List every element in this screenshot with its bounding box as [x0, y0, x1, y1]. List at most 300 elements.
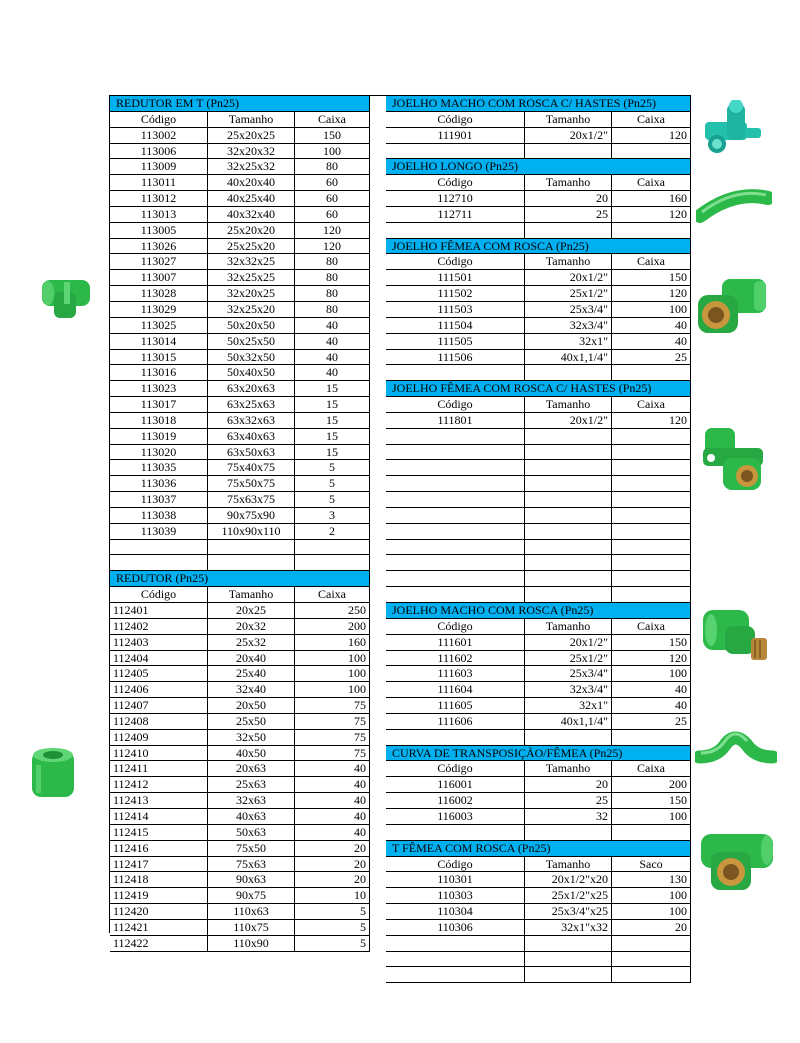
section-title	[386, 96, 691, 112]
codigo-cell: 112420	[110, 904, 208, 919]
table-row	[386, 270, 691, 286]
tamanho-cell: 50x20x50	[208, 318, 295, 333]
tamanho-cell: 32x25x32	[208, 159, 295, 174]
empty-cell	[525, 587, 612, 602]
tamanho-cell: 40x32x40	[208, 207, 295, 222]
empty-cell	[386, 730, 525, 745]
header-quantidade: Caixa	[295, 112, 370, 127]
empty-cell	[525, 730, 612, 745]
section-title-text: T FÊMEA COM ROSCA (Pn25)	[392, 840, 551, 855]
codigo-cell: 111505	[386, 334, 525, 349]
section-title	[386, 841, 691, 857]
tamanho-cell: 25x40	[208, 666, 295, 681]
codigo-cell: 111503	[386, 302, 525, 317]
header-quantidade: Caixa	[295, 587, 370, 602]
empty-row	[386, 730, 691, 746]
section-title-text: REDUTOR (Pn25)	[116, 571, 209, 586]
header-codigo: Código	[110, 587, 208, 602]
quantidade-cell: 40	[612, 318, 691, 333]
empty-cell	[386, 587, 525, 602]
table-row	[110, 619, 370, 635]
codigo-cell: 112417	[110, 857, 208, 872]
table-row	[110, 128, 370, 144]
quantidade-cell: 5	[295, 904, 370, 919]
empty-row	[386, 492, 691, 508]
empty-cell	[525, 936, 612, 951]
empty-cell	[386, 952, 525, 967]
tamanho-cell: 25x1/2"	[525, 286, 612, 301]
empty-cell	[612, 730, 691, 745]
table-row	[110, 207, 370, 223]
column-header-row	[386, 857, 691, 873]
table-row	[386, 334, 691, 350]
codigo-cell: 113025	[110, 318, 208, 333]
quantidade-cell: 100	[612, 888, 691, 903]
tamanho-cell: 50x32x50	[208, 350, 295, 365]
empty-cell	[612, 825, 691, 840]
codigo-cell: 112412	[110, 777, 208, 792]
empty-cell	[612, 508, 691, 523]
section-title-text: JOELHO MACHO COM ROSCA C/ HASTES (Pn25)	[392, 96, 657, 110]
column-header-row	[386, 254, 691, 270]
empty-cell	[208, 540, 295, 555]
quantidade-cell: 20	[295, 872, 370, 887]
header-tamanho: Tamanho	[525, 397, 612, 412]
tamanho-cell: 40x1,1/4"	[525, 714, 612, 729]
header-codigo: Código	[386, 857, 525, 872]
codigo-cell: 113012	[110, 191, 208, 206]
table-row	[110, 223, 370, 239]
quantidade-cell: 40	[295, 809, 370, 824]
codigo-cell: 113037	[110, 492, 208, 507]
codigo-cell: 112410	[110, 746, 208, 761]
codigo-cell: 111502	[386, 286, 525, 301]
tamanho-cell: 32x3/4"	[525, 682, 612, 697]
quantidade-cell: 100	[612, 809, 691, 824]
empty-cell	[612, 587, 691, 602]
joelho-macho-rosca-icon	[697, 604, 773, 666]
empty-cell	[386, 825, 525, 840]
empty-row	[386, 365, 691, 381]
codigo-cell: 112402	[110, 619, 208, 634]
header-codigo: Código	[110, 112, 208, 127]
section-title	[110, 571, 370, 587]
header-quantidade: Caixa	[612, 619, 691, 634]
codigo-cell: 112401	[110, 603, 208, 618]
quantidade-cell: 15	[295, 381, 370, 396]
table-row	[110, 682, 370, 698]
codigo-cell: 112711	[386, 207, 525, 222]
tamanho-cell: 63x20x63	[208, 381, 295, 396]
table-row	[386, 302, 691, 318]
table-row	[386, 350, 691, 366]
quantidade-cell: 60	[295, 191, 370, 206]
quantidade-cell: 250	[295, 603, 370, 618]
tamanho-cell: 32x32x25	[208, 254, 295, 269]
quantidade-cell: 80	[295, 286, 370, 301]
quantidade-cell: 100	[612, 302, 691, 317]
table-row	[110, 666, 370, 682]
codigo-cell: 116002	[386, 793, 525, 808]
codigo-cell: 112422	[110, 936, 208, 951]
codigo-cell: 113017	[110, 397, 208, 412]
tamanho-cell: 25x1/2"x25	[525, 888, 612, 903]
table-row	[110, 254, 370, 270]
empty-cell	[612, 555, 691, 570]
header-codigo: Código	[386, 397, 525, 412]
table-row	[386, 714, 691, 730]
quantidade-cell: 130	[612, 872, 691, 887]
codigo-cell: 113020	[110, 445, 208, 460]
quantidade-cell: 100	[295, 651, 370, 666]
section-title-text: JOELHO FÊMEA COM ROSCA (Pn25)	[392, 238, 589, 253]
empty-cell	[525, 365, 612, 380]
table-row	[386, 413, 691, 429]
codigo-cell: 111602	[386, 651, 525, 666]
codigo-cell: 113006	[110, 144, 208, 159]
column-gap	[370, 96, 386, 933]
empty-cell	[386, 492, 525, 507]
tamanho-cell: 32x50	[208, 730, 295, 745]
table-row	[386, 777, 691, 793]
empty-cell	[386, 460, 525, 475]
empty-cell	[386, 936, 525, 951]
table-row	[386, 698, 691, 714]
empty-cell	[612, 476, 691, 491]
codigo-cell: 111501	[386, 270, 525, 285]
quantidade-cell: 60	[295, 207, 370, 222]
codigo-cell: 112415	[110, 825, 208, 840]
table-row	[386, 666, 691, 682]
empty-cell	[525, 144, 612, 159]
header-tamanho: Tamanho	[208, 587, 295, 602]
empty-cell	[612, 144, 691, 159]
header-quantidade: Saco	[612, 857, 691, 872]
quantidade-cell: 120	[612, 651, 691, 666]
table-row	[110, 397, 370, 413]
redutor-icon	[24, 745, 80, 801]
quantidade-cell: 150	[612, 635, 691, 650]
codigo-cell: 112413	[110, 793, 208, 808]
header-codigo: Código	[386, 761, 525, 776]
tamanho-cell: 40x63	[208, 809, 295, 824]
empty-row	[110, 540, 370, 556]
codigo-cell: 111506	[386, 350, 525, 365]
codigo-cell: 112419	[110, 888, 208, 903]
table-row	[110, 191, 370, 207]
codigo-cell: 112710	[386, 191, 525, 206]
quantidade-cell: 5	[295, 492, 370, 507]
table-row	[110, 524, 370, 540]
codigo-cell: 113014	[110, 334, 208, 349]
price-table	[109, 95, 691, 950]
tamanho-cell: 20x1/2"	[525, 635, 612, 650]
header-tamanho: Tamanho	[525, 761, 612, 776]
table-row	[386, 809, 691, 825]
codigo-cell: 112409	[110, 730, 208, 745]
table-row	[386, 793, 691, 809]
tamanho-cell: 20x1/2"	[525, 128, 612, 143]
section-title	[386, 239, 691, 255]
left-column	[110, 96, 370, 952]
table-row	[110, 714, 370, 730]
empty-row	[386, 223, 691, 239]
empty-cell	[612, 223, 691, 238]
tamanho-cell: 90x75	[208, 888, 295, 903]
quantidade-cell: 3	[295, 508, 370, 523]
quantidade-cell: 20	[295, 841, 370, 856]
codigo-cell: 111605	[386, 698, 525, 713]
quantidade-cell: 40	[612, 682, 691, 697]
table-row	[386, 635, 691, 651]
tamanho-cell: 32x1"	[525, 698, 612, 713]
empty-cell	[110, 540, 208, 555]
codigo-cell: 116003	[386, 809, 525, 824]
codigo-cell: 113038	[110, 508, 208, 523]
empty-cell	[525, 524, 612, 539]
quantidade-cell: 150	[612, 793, 691, 808]
section-title-text: JOELHO LONGO (Pn25)	[392, 159, 518, 174]
codigo-cell: 113028	[110, 286, 208, 301]
tamanho-cell: 50x40x50	[208, 365, 295, 380]
tamanho-cell: 20x1/2"	[525, 270, 612, 285]
header-quantidade: Caixa	[612, 254, 691, 269]
tamanho-cell: 32x63	[208, 793, 295, 808]
codigo-cell: 113036	[110, 476, 208, 491]
codigo-cell: 112414	[110, 809, 208, 824]
quantidade-cell: 200	[612, 777, 691, 792]
empty-cell	[612, 429, 691, 444]
empty-cell	[525, 223, 612, 238]
table-row	[110, 429, 370, 445]
empty-cell	[525, 508, 612, 523]
empty-cell	[386, 429, 525, 444]
codigo-cell: 113023	[110, 381, 208, 396]
codigo-cell: 113013	[110, 207, 208, 222]
tamanho-cell: 20x1/2"x20	[525, 872, 612, 887]
empty-cell	[612, 952, 691, 967]
quantidade-cell: 120	[612, 207, 691, 222]
quantidade-cell: 15	[295, 397, 370, 412]
codigo-cell: 112404	[110, 651, 208, 666]
empty-cell	[612, 445, 691, 460]
empty-cell	[612, 460, 691, 475]
codigo-cell: 111504	[386, 318, 525, 333]
codigo-cell: 110303	[386, 888, 525, 903]
quantidade-cell: 40	[295, 777, 370, 792]
tamanho-cell: 25x1/2"	[525, 651, 612, 666]
empty-row	[386, 587, 691, 603]
tamanho-cell: 25x50	[208, 714, 295, 729]
codigo-cell: 111606	[386, 714, 525, 729]
empty-cell	[386, 223, 525, 238]
empty-cell	[612, 524, 691, 539]
quantidade-cell: 80	[295, 254, 370, 269]
table-row	[110, 761, 370, 777]
codigo-cell: 111601	[386, 635, 525, 650]
empty-cell	[525, 460, 612, 475]
column-header-row	[110, 112, 370, 128]
empty-cell	[612, 492, 691, 507]
empty-row	[386, 571, 691, 587]
column-header-row	[386, 761, 691, 777]
tamanho-cell: 20x32	[208, 619, 295, 634]
table-row	[110, 841, 370, 857]
codigo-cell: 113039	[110, 524, 208, 539]
t-femea-rosca-icon	[697, 828, 777, 894]
header-tamanho: Tamanho	[208, 112, 295, 127]
codigo-cell: 111801	[386, 413, 525, 428]
table-row	[386, 872, 691, 888]
quantidade-cell: 100	[612, 666, 691, 681]
table-row	[110, 318, 370, 334]
codigo-cell: 112408	[110, 714, 208, 729]
quantidade-cell: 100	[295, 666, 370, 681]
quantidade-cell: 2	[295, 524, 370, 539]
tamanho-cell: 32x20x32	[208, 144, 295, 159]
tamanho-cell: 75x50x75	[208, 476, 295, 491]
quantidade-cell: 80	[295, 159, 370, 174]
empty-cell	[525, 952, 612, 967]
empty-row	[386, 936, 691, 952]
codigo-cell: 113009	[110, 159, 208, 174]
table-row	[110, 888, 370, 904]
empty-row	[386, 429, 691, 445]
table-row	[110, 381, 370, 397]
quantidade-cell: 40	[295, 334, 370, 349]
empty-cell	[525, 571, 612, 586]
empty-cell	[525, 555, 612, 570]
empty-cell	[525, 476, 612, 491]
empty-cell	[386, 571, 525, 586]
tamanho-cell: 90x75x90	[208, 508, 295, 523]
quantidade-cell: 15	[295, 413, 370, 428]
header-tamanho: Tamanho	[525, 619, 612, 634]
quantidade-cell: 25	[612, 350, 691, 365]
quantidade-cell: 120	[612, 413, 691, 428]
table-row	[386, 191, 691, 207]
tamanho-cell: 90x63	[208, 872, 295, 887]
quantidade-cell: 150	[295, 128, 370, 143]
tamanho-cell: 63x32x63	[208, 413, 295, 428]
codigo-cell: 113007	[110, 270, 208, 285]
empty-row	[386, 445, 691, 461]
codigo-cell: 113005	[110, 223, 208, 238]
tamanho-cell: 110x63	[208, 904, 295, 919]
table-row	[110, 350, 370, 366]
quantidade-cell: 40	[295, 350, 370, 365]
tamanho-cell: 20	[525, 191, 612, 206]
empty-cell	[525, 429, 612, 444]
quantidade-cell: 80	[295, 270, 370, 285]
empty-cell	[386, 445, 525, 460]
tamanho-cell: 110x90x110	[208, 524, 295, 539]
table-row	[386, 128, 691, 144]
table-row	[110, 175, 370, 191]
codigo-cell: 113035	[110, 460, 208, 475]
redutor-t-icon	[38, 270, 94, 320]
column-header-row	[386, 397, 691, 413]
tamanho-cell: 40x50	[208, 746, 295, 761]
codigo-cell: 112411	[110, 761, 208, 776]
empty-cell	[525, 967, 612, 982]
table-row	[110, 365, 370, 381]
codigo-cell: 113015	[110, 350, 208, 365]
empty-cell	[612, 571, 691, 586]
quantidade-cell: 10	[295, 888, 370, 903]
quantidade-cell: 40	[295, 793, 370, 808]
empty-row	[386, 460, 691, 476]
codigo-cell: 112405	[110, 666, 208, 681]
tamanho-cell: 20x50	[208, 698, 295, 713]
table-row	[386, 207, 691, 223]
table-row	[386, 651, 691, 667]
empty-cell	[525, 825, 612, 840]
empty-row	[386, 555, 691, 571]
table-row	[386, 920, 691, 936]
table-row	[110, 460, 370, 476]
quantidade-cell: 15	[295, 429, 370, 444]
tamanho-cell: 20x40	[208, 651, 295, 666]
quantidade-cell: 150	[612, 270, 691, 285]
header-quantidade: Caixa	[612, 175, 691, 190]
tamanho-cell: 25x63	[208, 777, 295, 792]
empty-row	[386, 476, 691, 492]
codigo-cell: 111604	[386, 682, 525, 697]
joelho-macho-hastes-icon	[697, 100, 767, 164]
tamanho-cell: 20x25	[208, 603, 295, 618]
tamanho-cell: 20x1/2"	[525, 413, 612, 428]
table-row	[110, 270, 370, 286]
empty-cell	[386, 144, 525, 159]
tamanho-cell: 40x25x40	[208, 191, 295, 206]
curva-transposicao-icon	[695, 725, 777, 773]
header-codigo: Código	[386, 619, 525, 634]
table-row	[110, 777, 370, 793]
codigo-cell: 112418	[110, 872, 208, 887]
column-header-row	[386, 175, 691, 191]
table-row	[110, 825, 370, 841]
table-row	[110, 286, 370, 302]
header-quantidade: Caixa	[612, 761, 691, 776]
codigo-cell: 112403	[110, 635, 208, 650]
tamanho-cell: 63x40x63	[208, 429, 295, 444]
quantidade-cell: 75	[295, 746, 370, 761]
codigo-cell: 110301	[386, 872, 525, 887]
table-row	[110, 809, 370, 825]
header-quantidade: Caixa	[612, 397, 691, 412]
quantidade-cell: 20	[612, 920, 691, 935]
tamanho-cell: 50x25x50	[208, 334, 295, 349]
codigo-cell: 110304	[386, 904, 525, 919]
quantidade-cell: 75	[295, 698, 370, 713]
quantidade-cell: 60	[295, 175, 370, 190]
tamanho-cell: 75x63	[208, 857, 295, 872]
table-row	[386, 682, 691, 698]
quantidade-cell: 120	[295, 223, 370, 238]
quantidade-cell: 75	[295, 730, 370, 745]
table-row	[110, 651, 370, 667]
table-row	[110, 730, 370, 746]
quantidade-cell: 5	[295, 936, 370, 951]
section-title-text: REDUTOR EM T (Pn25)	[116, 96, 240, 110]
section-title	[386, 159, 691, 175]
empty-cell	[295, 555, 370, 570]
empty-row	[386, 825, 691, 841]
empty-cell	[386, 476, 525, 491]
table-row	[110, 445, 370, 461]
header-tamanho: Tamanho	[525, 254, 612, 269]
